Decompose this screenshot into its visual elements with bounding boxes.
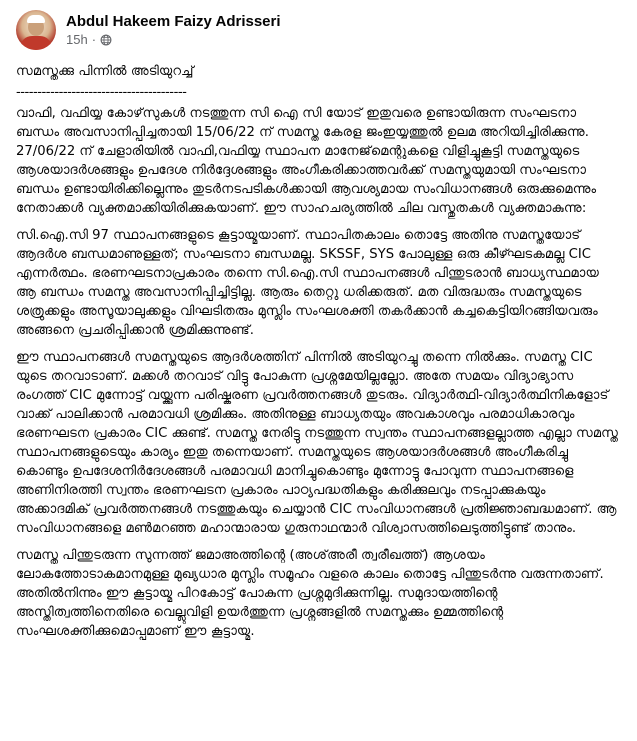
- post-divider: ----------------------------------------: [16, 85, 187, 100]
- post-meta: [66, 31, 281, 48]
- post-paragraph: സമസ്ത പിന്തുടരുന്ന സുന്നത്ത് ജമാഅത്തിന്റെ (അശ്അരീ ത്വരീഖത്ത്) ആശയം ലോകത്തോടാകമാനമുള്ള മുഖ്യധാര മുസ്ലിം സമൂഹം വളരെ കാലം തൊട്ടേ പിന്തുടർന്നു വരുന്നതാണ്. അതിൽനിന്നും ഈ കൂട്ടായ്മ പിറകോട്ട് പോകുന്ന പ്രശ്നമുദിക്കുന്നില്ല. സമുദായത്തിന്റെ അസ്തിത്വത്തിനെതിരെ വെല്ലുവിളി ഉയർത്തുന്ന പ്രശ്നങ്ങളിൽ സമസ്തക്കും ഉമ്മത്തിന്റെ സംഘശക്തിക്കുമൊപ്പമാണ് ഈ കൂട്ടായ്മ.: [16, 548, 604, 639]
- post-paragraph: സി.ഐ.സി 97 സ്ഥാപനങ്ങളുടെ കൂട്ടായ്മയാണ്. സ്ഥാപിതകാലം തൊട്ടേ അതിനു സമസ്തയോട് ആദർശ ബന്ധമാണുള്ളത്; സംഘടനാ ബന്ധമല്ല. SKSSF, SYS പോലുള്ള ഒരു കീഴ്ഘടകമല്ല CIC എന്നർത്ഥം. ഭരണഘടനാപ്രകാരം തന്നെ സി.ഐ.സി സ്ഥാപനങ്ങൾ പിന്തുടരാൻ ബാധ്യസ്ഥമായ ആ ബന്ധം സമസ്ത അവസാനിപ്പിച്ചിട്ടില്ല. ആരും തെറ്റു ധരിക്കരുത്. മത വിരുദ്ധരും സമസ്തയുടെ ശത്രുക്കളും അസൂയാലുക്കളും വിഘടിതരും മുസ്ലിം സംഘശക്തി തകർക്കാൻ കച്ചകെട്ടിയിറങ്ങിയവരും അങ്ങനെ പ്രചരിപ്പിക്കാൻ ശ്രമിക്കുന്നുണ്ട്.: [16, 228, 599, 338]
- post-paragraph: വാഫി, വഫിയ്യ കോഴ്‌സുകൾ നടത്തുന്ന സി ഐ സി യോട് ഇതുവരെ ഉണ്ടായിരുന്ന സംഘടനാ ബന്ധം അവസാനിപ്പിച്ചതായി 15/06/22 ന് സമസ്ത കേരള ജംഇയ്യത്തുൽ ഉലമ അറിയിച്ചിരിക്കുന്നു. 27/06/22 ന് ചേളാരിയിൽ വാഫി,വഫിയ്യ സ്ഥാപന മാനേജ്‌മെന്റുകളെ വിളിച്ചുകൂട്ടി സമസ്തയുടെ ആശയാദർശങ്ങളും ഉപദേശ നിർദ്ദേശങ്ങളും അംഗീകരിക്കാത്തവർക്ക് സമസ്തയുമായി സംഘടനാ ബന്ധം ഉണ്ടായിരിക്കില്ലെന്നും തുടർനടപടികൾക്കായി ആവശ്യമായ സംവിധാനങ്ങൾ ഒരുക്കുമെന്നും നേതാക്കൾ വ്യക്തമാക്കിയിരിക്കുകയാണ്. ഈ സാഹചര്യത്തിൽ ചില വസ്തുതകൾ വ്യക്തമാകുന്നു:: [16, 106, 597, 216]
- globe-icon[interactable]: [100, 34, 112, 46]
- post-header: [16, 0, 621, 60]
- author-name-link[interactable]: Abdul Hakeem Faizy Adrisseri: [66, 13, 281, 30]
- post-paragraph: ഈ സ്ഥാപനങ്ങൾ സമസ്തയുടെ ആദർശത്തിന് പിന്നിൽ അടിയുറച്ചു തന്നെ നിൽക്കും. സമസ്ത CIC യുടെ തറവാടാണ്. മക്കൾ തറവാട് വിട്ടു പോകുന്ന പ്രശ്നമേയില്ലല്ലോ. അതേ സമയം വിദ്യാഭ്യാസ രംഗത്ത് CIC മുന്നോട്ട് വയ്ക്കുന്ന പരിഷ്കരണ പ്രവർത്തനങ്ങൾ തുടരും. വിദ്യാർത്ഥി-വിദ്യാർത്ഥിനികളോട് വാക്ക് പാലിക്കാൻ പരമാവധി ശ്രമിക്കും. അതിനുള്ള ബാധ്യതയും അവകാശവും പരമാധികാരവും ഭരണഘടന പ്രകാരം CIC ക്കുണ്ട്. സമസ്ത നേരിട്ടു നടത്തുന്ന സ്വന്തം സ്ഥാപനങ്ങളല്ലാത്ത എല്ലാ സമസ്ത സ്ഥാപനങ്ങളുടെയും കാര്യം ഇതു തന്നെയാണ്. സമസ്തയുടെ ആശയാദർശങ്ങൾ അംഗീകരിച്ചു കൊണ്ടും ഉപദേശനിർദേശങ്ങൾ പരമാവധി മാനിച്ചുകൊണ്ടും മുന്നോട്ടു പോവുന്ന സ്ഥാപനങ്ങളെ അണിനിരത്തി സ്വന്തം ഭരണഘടന പ്രകാരം പാഠ്യപദ്ധതികളും കരിക്കുലവും നടപ്പാക്കുകയും അക്കാദമിക് പ്രവർത്തനങ്ങൾ നടത്തുകയും ചെയ്യാൻ CIC സംവിധാനങ്ങൾ പ്രതിജ്ഞാബദ്ധമാണ്. ആ സംവിധാനങ്ങളെ മൺമറഞ്ഞ മഹാന്മാരായ ഗുരുനാഥന്മാർ വിശ്വാസത്തിലെടുത്തിട്ടുണ്ട് താനും.: [16, 350, 619, 536]
- post-title: സമസ്തക്കു പിന്നിൽ അടിയുറച്ച്: [16, 64, 194, 79]
- author-avatar[interactable]: [16, 10, 56, 50]
- post-header-text: [66, 12, 281, 48]
- post-body: [16, 62, 621, 641]
- meta-separator: ·: [91, 32, 97, 47]
- post-timestamp[interactable]: 15h: [66, 32, 88, 47]
